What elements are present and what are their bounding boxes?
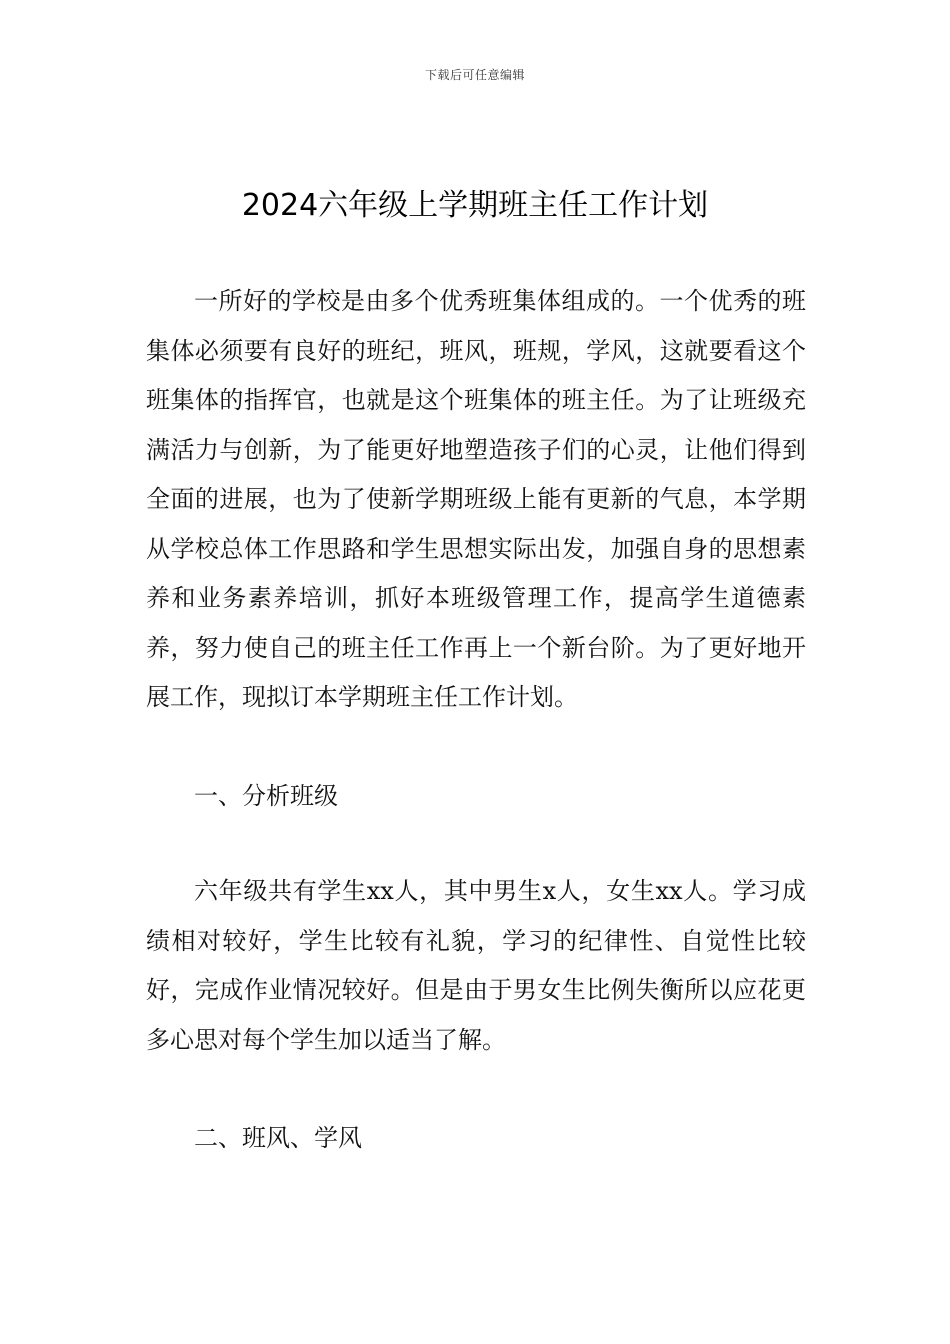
document-title: 2024六年级上学期班主任工作计划 (241, 188, 709, 223)
section-heading-2: 二、班风、学风 (194, 1124, 362, 1152)
document-body (146, 277, 806, 1164)
header-note: 下载后可任意编辑 (424, 68, 525, 82)
section-paragraph-1: 六年级共有学生xx人，其中男生x人，女生xx人。学习成绩相对较好，学生比较有礼貌，学习的纪律性、自觉性比较好，完成作业情况较好。但是由于男女生比例失衡所以应花更多心思对每个学生加以适当了解。 (146, 877, 806, 1054)
section-heading-1: 一、分析班级 (194, 781, 338, 810)
intro-paragraph: 一所好的学校是由多个优秀班集体组成的。一个优秀的班集体必须要有良好的班纪，班风，班规，学风，这就要看这个班集体的指挥官，也就是这个班集体的班主任。为了让班级充满活力与创新，为了能更好地塑造孩子们的心灵，让他们得到全面的进展，也为了使新学期班级上能有更新的气息，本学期从学校总体工作思路和学生思想实际出发，加强自身的思想素养和业务素养培训，抓好本班级管理工作，提高学生道德素养，努力使自己的班主任工作再上一个新台阶。为了更好地开展工作，现拟订本学期班主任工作计划。 (146, 287, 806, 711)
